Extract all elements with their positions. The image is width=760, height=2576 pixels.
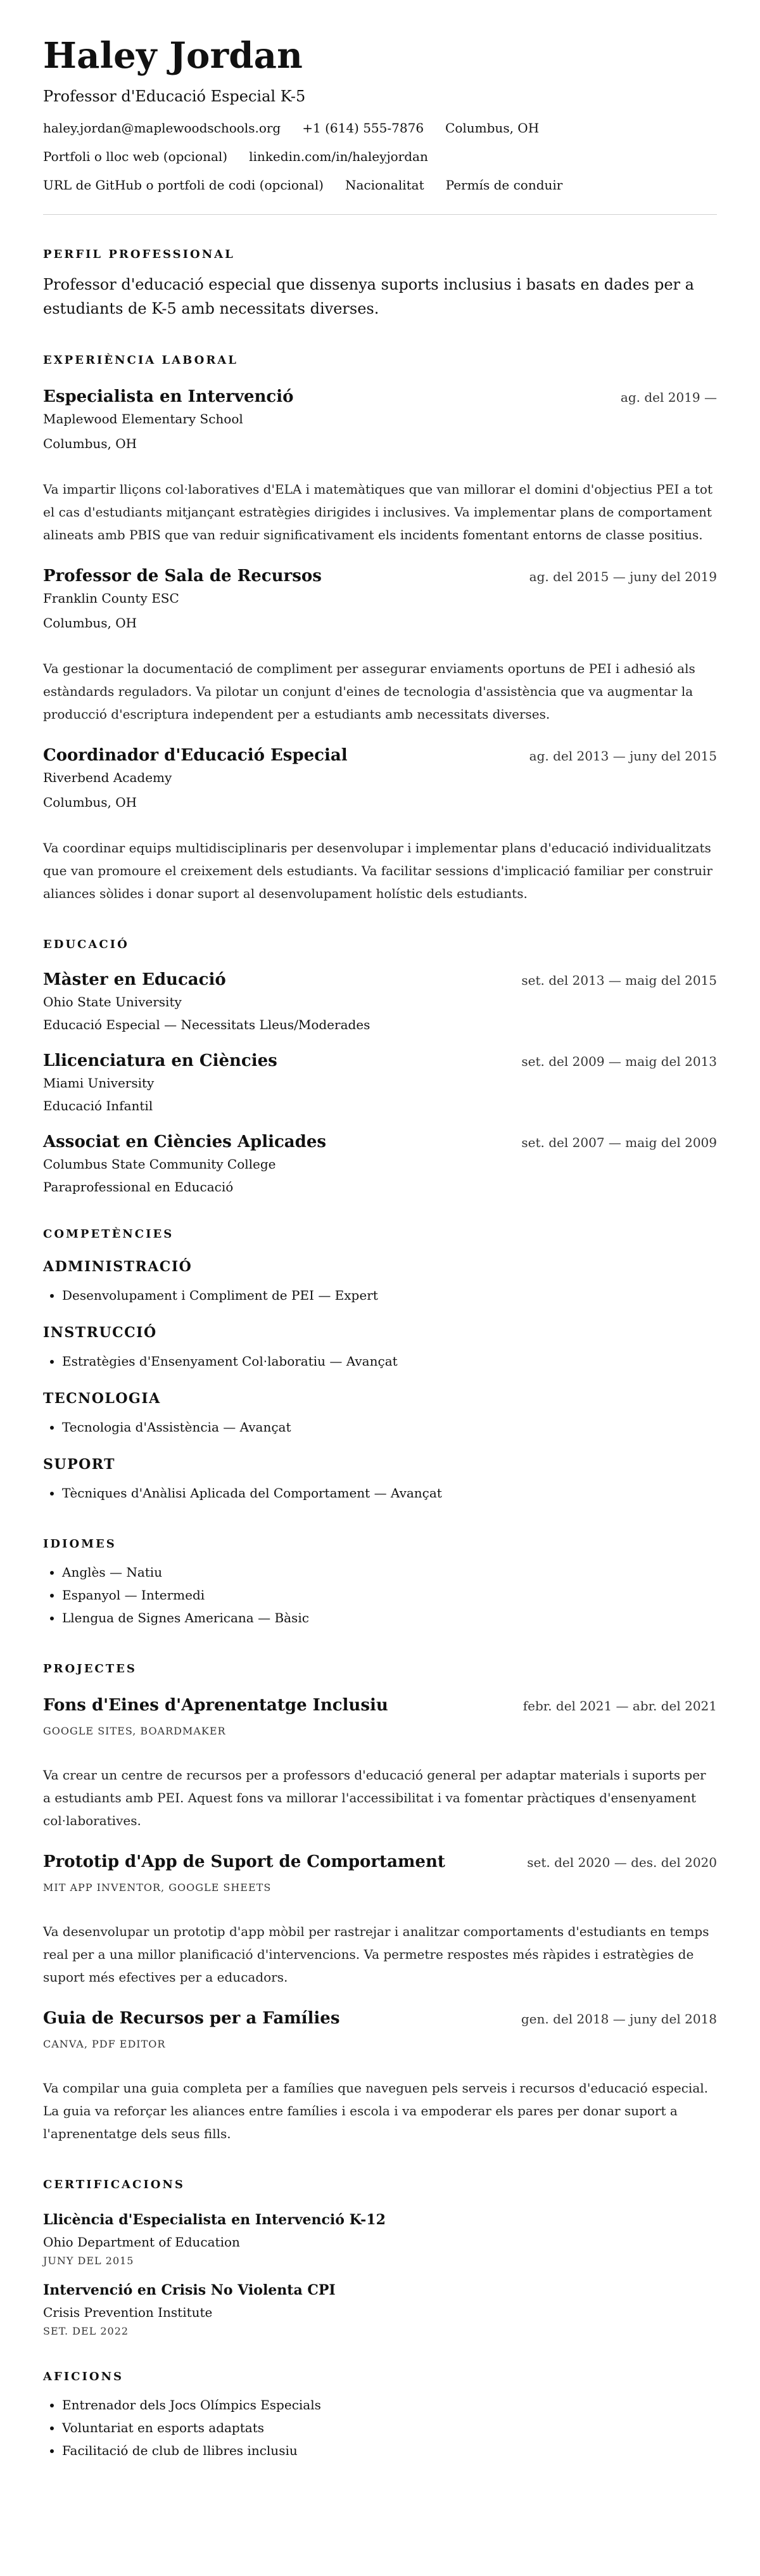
section-heading-experience: EXPERIÈNCIA LABORAL	[43, 353, 238, 367]
nationality-text: Nacionalitat	[345, 177, 424, 193]
degree-title: Màster en Educació	[43, 970, 226, 989]
skill-group-title: INSTRUCCIÓ	[43, 1324, 157, 1341]
degree-dates: set. del 2013 — maig del 2015	[521, 972, 717, 988]
school-name: Columbus State Community College	[43, 1156, 276, 1172]
header-divider	[43, 214, 717, 215]
certification-date: JUNY DEL 2015	[43, 2254, 134, 2267]
language-list	[43, 1561, 717, 1629]
skill-list	[43, 1350, 717, 1373]
job-location: Columbus, OH	[43, 794, 137, 810]
project-tech: MIT APP INVENTOR, GOOGLE SHEETS	[43, 1881, 272, 1894]
education-entry	[43, 970, 717, 1032]
hobby-item: • Voluntariat en esports adaptats	[62, 2416, 717, 2439]
contact-row-primary	[43, 120, 717, 136]
skill-list	[43, 1416, 717, 1439]
project-entry	[43, 1696, 717, 1832]
candidate-name: Haley Jordan	[43, 35, 303, 77]
github-link[interactable]: URL de GitHub o portfoli de codi (opcional)	[43, 177, 324, 193]
hobby-list	[43, 2393, 717, 2462]
skill-group	[43, 1324, 717, 1373]
job-dates: ag. del 2013 — juny del 2015	[529, 748, 717, 764]
job-description: Va gestionar la documentació de compliment per assegurar enviaments oportuns de PEI i adhesió als estàndards reguladors. Va pilotar un conjunt d'eines de tecnologia d'assistència que va augmentar la producció d'escriptura independent per a estudiants amb necessitats diverses.	[43, 660, 695, 722]
degree-dates: set. del 2009 — maig del 2013	[521, 1053, 717, 1069]
skill-item: • Tecnologia d'Assistència — Avançat	[62, 1416, 717, 1439]
education-entry	[43, 1051, 717, 1113]
contact-row-extra	[43, 177, 717, 193]
project-title: Guia de Recursos per a Famílies	[43, 2008, 340, 2028]
linkedin-link[interactable]: linkedin.com/in/haleyjordan	[249, 148, 428, 164]
skill-group-title: ADMINISTRACIÓ	[43, 1258, 193, 1275]
section-heading-languages: IDIOMES	[43, 1537, 117, 1551]
project-title: Prototip d'App de Suport de Comportament	[43, 1852, 445, 1871]
license-text: Permís de conduir	[445, 177, 563, 193]
certification-name: Intervenció en Crisis No Violenta CPI	[43, 2281, 336, 2298]
employer: Maplewood Elementary School	[43, 411, 243, 426]
education-entry	[43, 1132, 717, 1195]
job-dates: ag. del 2015 — juny del 2019	[529, 568, 717, 584]
project-tech: GOOGLE SITES, BOARDMAKER	[43, 1724, 226, 1737]
candidate-title: Professor d'Educació Especial K-5	[43, 87, 306, 105]
job-title: Coordinador d'Educació Especial	[43, 745, 348, 765]
project-description: Va desenvolupar un prototip d'app mòbil per rastrejar i analitzar comportaments d'estudiants en temps real per a una millor planificació d'intervencions. Va permetre respostes més ràpides i estratègies de suport més efectives per a educadors.	[43, 1923, 709, 1985]
skill-group	[43, 1456, 717, 1504]
employer: Franklin County ESC	[43, 590, 179, 606]
school-name: Miami University	[43, 1075, 155, 1091]
field-of-study: Educació Especial — Necessitats Lleus/Moderades	[43, 1016, 370, 1032]
school-name: Ohio State University	[43, 994, 182, 1009]
certification-name: Llicència d'Especialista en Intervenció K-12	[43, 2211, 386, 2228]
experience-entry	[43, 746, 717, 905]
job-title: Professor de Sala de Recursos	[43, 566, 322, 586]
experience-entry	[43, 387, 717, 546]
project-dates: gen. del 2018 — juny del 2018	[521, 2011, 717, 2027]
language-item: • Anglès — Natiu	[62, 1561, 717, 1584]
hobby-item: • Entrenador dels Jocs Olímpics Especials	[62, 2393, 717, 2416]
job-description: Va impartir lliçons col·laboratives d'ELA i matemàtiques que van millorar el domini d'objectius PEI a tot el cas d'estudiants mitjançant estratègies dirigides i inclusives. Va implementar plans de comportament alineats amb PBIS que van reduir significativament els incidents fomentant entorns de classe positius.	[43, 481, 713, 542]
project-entry	[43, 2009, 717, 2145]
project-dates: set. del 2020 — des. del 2020	[527, 1854, 717, 1870]
section-heading-certifications: CERTIFICACIONS	[43, 2177, 185, 2191]
degree-title: Llicenciatura en Ciències	[43, 1051, 277, 1070]
skill-list	[43, 1284, 717, 1307]
project-entry	[43, 1852, 717, 1989]
hobby-item: • Facilitació de club de llibres inclusiu	[62, 2439, 717, 2462]
portfolio-link[interactable]: Portfoli o lloc web (opcional)	[43, 148, 228, 164]
section-heading-projects: PROJECTES	[43, 1662, 137, 1676]
job-location: Columbus, OH	[43, 435, 137, 451]
job-description: Va coordinar equips multidisciplinaris per desenvolupar i implementar plans d'educació individualitzats que van promoure el creixement dels estudiants. Va facilitar sessions d'implicació familiar per construir aliances sòlides i donar suport al desenvolupament holístic dels estudiants.	[43, 840, 712, 901]
section-heading-skills: COMPETÈNCIES	[43, 1227, 174, 1241]
degree-dates: set. del 2007 — maig del 2009	[521, 1134, 717, 1150]
project-description: Va compilar una guia completa per a famílies que naveguen pels serveis i recursos d'educació especial. La guia va reforçar les aliances entre famílies i escola i va empoderar els pares per donar suport a l'aprenentatge dels seus fills.	[43, 2080, 708, 2141]
section-heading-hobbies: AFICIONS	[43, 2369, 124, 2383]
certification-date: SET. DEL 2022	[43, 2324, 129, 2337]
field-of-study: Paraprofessional en Educació	[43, 1179, 234, 1195]
experience-entry	[43, 567, 717, 726]
employer: Riverbend Academy	[43, 769, 172, 785]
project-tech: CANVA, PDF EDITOR	[43, 2037, 166, 2050]
language-item: • Llengua de Signes Americana — Bàsic	[62, 1606, 717, 1629]
profile-summary: Professor d'educació especial que dissenya suports inclusius i basats en dades per a estudiants de K-5 amb necessitats diverses.	[43, 275, 694, 317]
skill-group-title: TECNOLOGIA	[43, 1390, 161, 1407]
certification-entry	[43, 2212, 717, 2267]
project-dates: febr. del 2021 — abr. del 2021	[522, 1698, 717, 1714]
skill-group-title: SUPORT	[43, 1456, 116, 1473]
skill-group	[43, 1259, 717, 1307]
skill-item: • Desenvolupament i Compliment de PEI — Expert	[62, 1284, 717, 1307]
project-title: Fons d'Eines d'Aprenentatge Inclusiu	[43, 1695, 388, 1715]
section-heading-education: EDUCACIÓ	[43, 937, 129, 951]
certification-issuer: Ohio Department of Education	[43, 2234, 240, 2250]
contact-row-links	[43, 149, 717, 164]
language-item: • Espanyol — Intermedi	[62, 1584, 717, 1606]
field-of-study: Educació Infantil	[43, 1098, 153, 1113]
skill-list	[43, 1482, 717, 1504]
location-text: Columbus, OH	[445, 120, 540, 136]
degree-title: Associat en Ciències Aplicades	[43, 1132, 327, 1151]
phone-text: +1 (614) 555-7876	[302, 120, 424, 136]
email-link[interactable]: haley.jordan@maplewoodschools.org	[43, 120, 281, 136]
section-heading-profile: PERFIL PROFESSIONAL	[43, 247, 235, 261]
certification-entry	[43, 2282, 717, 2337]
job-title: Especialista en Intervenció	[43, 387, 294, 406]
job-dates: ag. del 2019 —	[620, 389, 717, 405]
skill-item: • Tècniques d'Anàlisi Aplicada del Comportament — Avançat	[62, 1482, 717, 1504]
skill-item: • Estratègies d'Ensenyament Col·laboratiu — Avançat	[62, 1350, 717, 1373]
skill-group	[43, 1390, 717, 1439]
certification-issuer: Crisis Prevention Institute	[43, 2304, 213, 2320]
project-description: Va crear un centre de recursos per a professors d'educació general per adaptar materials i suports per a estudiants amb PEI. Aquest fons va millorar l'accessibilitat i va fomentar pràctiques d'ensenyament col·laboratives.	[43, 1767, 706, 1828]
job-location: Columbus, OH	[43, 615, 137, 631]
